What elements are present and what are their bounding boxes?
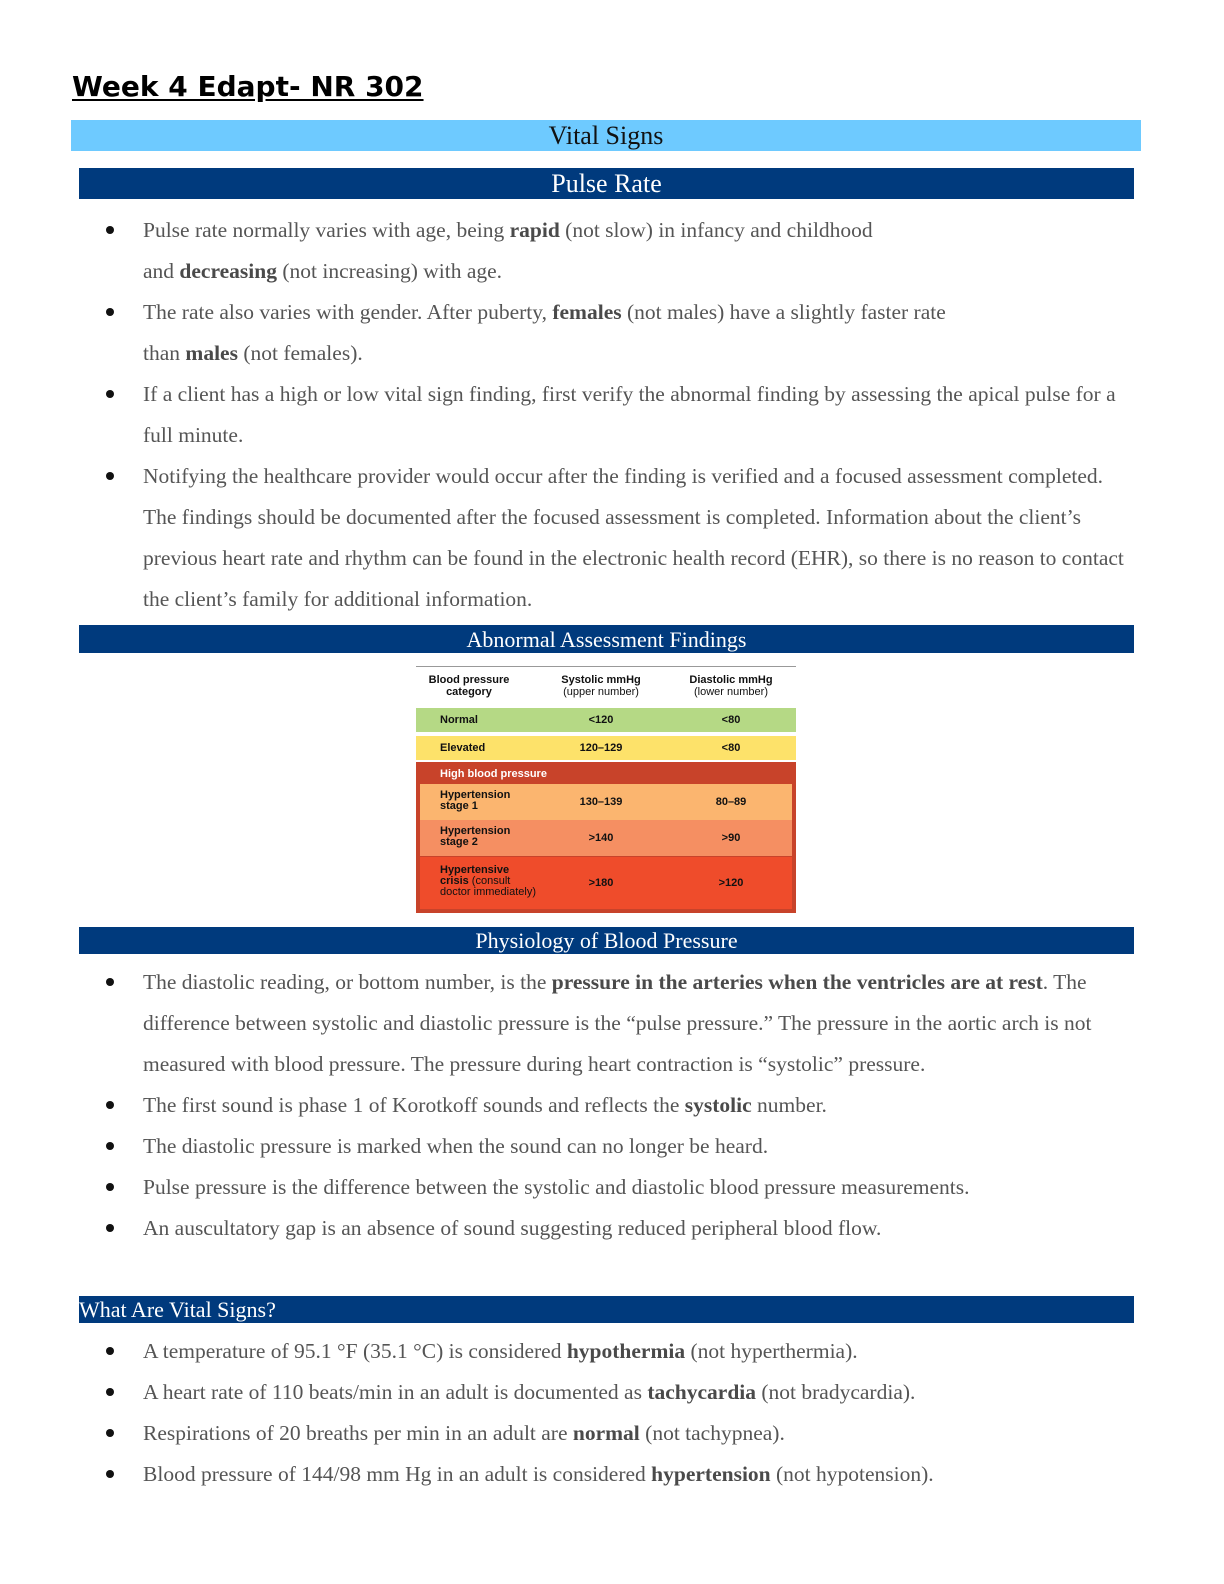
physiology-list bbox=[143, 962, 1133, 1249]
table-row-crisis: Hypertensive crisis (consult doctor immediately) >180 >120 bbox=[420, 857, 792, 909]
section-header-vital-signs: Vital Signs bbox=[71, 120, 1141, 151]
list-item: Blood pressure of 144/98 mm Hg in an adult is considered hypertension (not hypotension). bbox=[143, 1454, 1133, 1495]
column-header-diastolic: Diastolic mmHg (lower number) bbox=[689, 674, 773, 698]
column-header-systolic: Systolic mmHg (upper number) bbox=[561, 674, 641, 698]
section-header-physiology: Physiology of Blood Pressure bbox=[79, 927, 1134, 954]
list-item: Pulse pressure is the difference between the systolic and diastolic blood pressure measurements. bbox=[143, 1167, 1133, 1208]
section-header-abnormal-findings: Abnormal Assessment Findings bbox=[79, 625, 1134, 653]
list-item: The rate also varies with gender. After puberty, females (not males) have a slightly faster rate than males (not females). bbox=[143, 292, 1133, 374]
section-header-pulse-rate: Pulse Rate bbox=[79, 168, 1134, 199]
section-header-what-are-vital-signs: What Are Vital Signs? bbox=[79, 1296, 1134, 1323]
high-blood-pressure-group bbox=[416, 762, 796, 913]
blood-pressure-table bbox=[416, 666, 796, 913]
document-title: Week 4 Edapt- NR 302 bbox=[72, 70, 424, 103]
column-header-category: Blood pressure category bbox=[428, 674, 510, 698]
list-item: The diastolic reading, or bottom number, is the pressure in the arteries when the ventricles are at rest. The difference between systolic and diastolic pressure is the “pulse pressure.” The pressure in the aortic arch is not measured with blood pressure. The pressure during heart contraction is “systolic” pressure. bbox=[143, 962, 1133, 1085]
list-item: A heart rate of 110 beats/min in an adult is documented as tachycardia (not bradycardia). bbox=[143, 1372, 1133, 1413]
table-row-stage-2: Hypertension stage 2 >140 >90 bbox=[420, 820, 792, 856]
list-item: An auscultatory gap is an absence of sound suggesting reduced peripheral blood flow. bbox=[143, 1208, 1133, 1249]
table-row-elevated: Elevated 120–129 <80 bbox=[416, 736, 796, 760]
table-row-normal: Normal <120 <80 bbox=[416, 708, 796, 732]
list-item: Respirations of 20 breaths per min in an adult are normal (not tachypnea). bbox=[143, 1413, 1133, 1454]
list-item: If a client has a high or low vital sign finding, first verify the abnormal finding by assessing the apical pulse for a full minute. bbox=[143, 374, 1133, 456]
list-item: The diastolic pressure is marked when the sound can no longer be heard. bbox=[143, 1126, 1133, 1167]
vital-signs-list bbox=[143, 1331, 1133, 1495]
table-row-stage-1: Hypertension stage 1 130–139 80–89 bbox=[420, 784, 792, 820]
pulse-rate-list bbox=[143, 210, 1133, 620]
high-blood-pressure-label: High blood pressure bbox=[440, 768, 547, 780]
list-item: A temperature of 95.1 °F (35.1 °C) is considered hypothermia (not hyperthermia). bbox=[143, 1331, 1133, 1372]
list-item: Notifying the healthcare provider would occur after the finding is verified and a focused assessment completed. The findings should be documented after the focused assessment is completed. Information about the client’s previous heart rate and rhythm can be found in the electronic health record (EHR), so there is no reason to contact the client’s family for additional information. bbox=[143, 456, 1133, 620]
list-item: Pulse rate normally varies with age, being rapid (not slow) in infancy and childhood and decreasing (not increasing) with age. bbox=[143, 210, 1133, 292]
table-divider bbox=[416, 666, 796, 667]
list-item: The first sound is phase 1 of Korotkoff sounds and reflects the systolic number. bbox=[143, 1085, 1133, 1126]
